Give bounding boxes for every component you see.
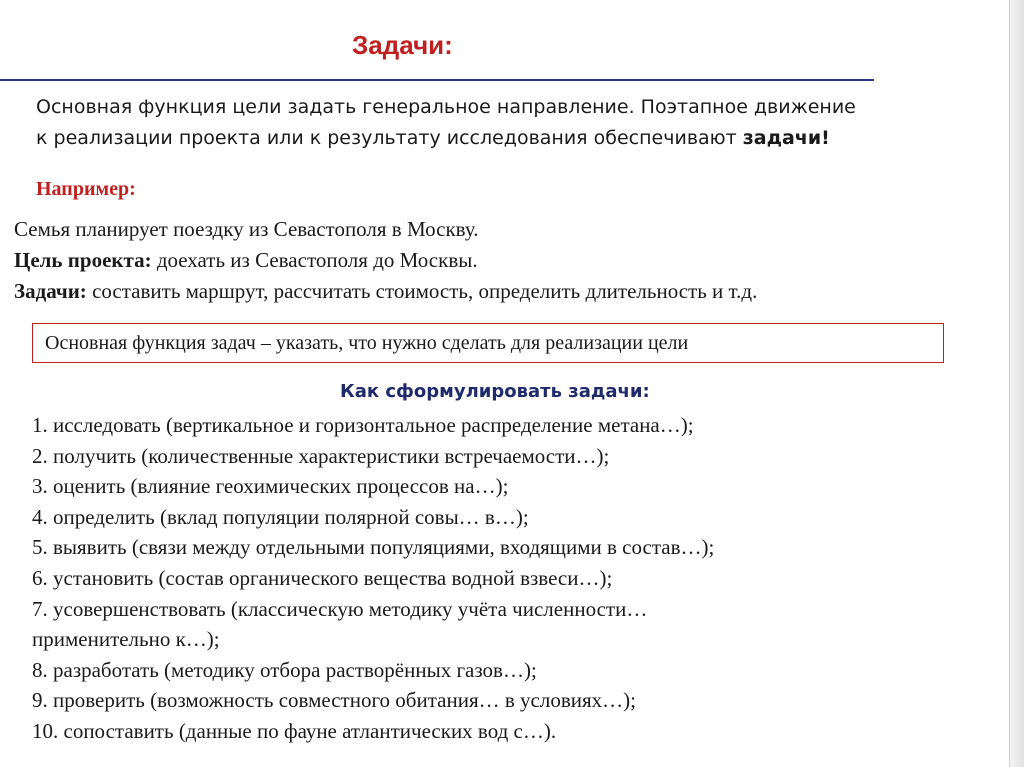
list-item: 1. исследовать (вертикальное и горизонтальное распределение метана…); <box>32 413 694 437</box>
example-line: Семья планирует поездку из Севастополя в Москву. <box>14 217 479 241</box>
goal-label: Цель проекта: <box>14 248 152 272</box>
list-item: применительно к…); <box>32 627 220 652</box>
intro-text: Основная функция цели задать генеральное направление. Поэтапное движение к реализации проекта или к результату исследования обеспечивают <box>36 96 856 149</box>
list-item: 7. усовершенствовать (классическую методику учёта численности… <box>32 596 648 621</box>
list-item: 6. установить (состав органического вещества водной взвеси…); <box>32 565 613 590</box>
tasks-label: Задачи: <box>14 279 87 303</box>
task-list <box>32 410 992 747</box>
list-item: 5. выявить (связи между отдельными популяциями, входящими в состав…); <box>32 535 715 560</box>
intro-bold: задачи! <box>742 127 830 149</box>
list-item: 10. сопоставить (данные по фауне атлантических вод с…). <box>32 718 557 743</box>
list-item: 4. определить (вклад популяции полярной совы… в…); <box>32 504 529 529</box>
list-item: 2. получить (количественные характеристики встречаемости…); <box>32 443 610 468</box>
list-item: 3. оценить (влияние геохимических процессов на…); <box>32 474 509 499</box>
frame-edge <box>1010 0 1024 767</box>
how-title: Как сформулировать задачи: <box>340 381 650 402</box>
intro-paragraph <box>36 92 856 154</box>
tasks-text: составить маршрут, рассчитать стоимость, определить длительность и т.д. <box>86 279 758 303</box>
list-item: 8. разработать (методику отбора растворённых газов…); <box>32 657 537 682</box>
function-box: Основная функция задач – указать, что нужно сделать для реализации цели <box>32 323 944 363</box>
example-label: Например: <box>36 178 136 200</box>
title-underline <box>0 79 874 81</box>
example-block <box>14 214 1004 307</box>
tasks-line <box>14 276 1004 307</box>
list-item: 9. проверить (возможность совместного обитания… в условиях…); <box>32 688 636 713</box>
goal-line <box>14 245 1004 276</box>
goal-text: доехать из Севастополя до Москвы. <box>151 248 478 272</box>
slide-title: Задачи: <box>352 30 453 60</box>
